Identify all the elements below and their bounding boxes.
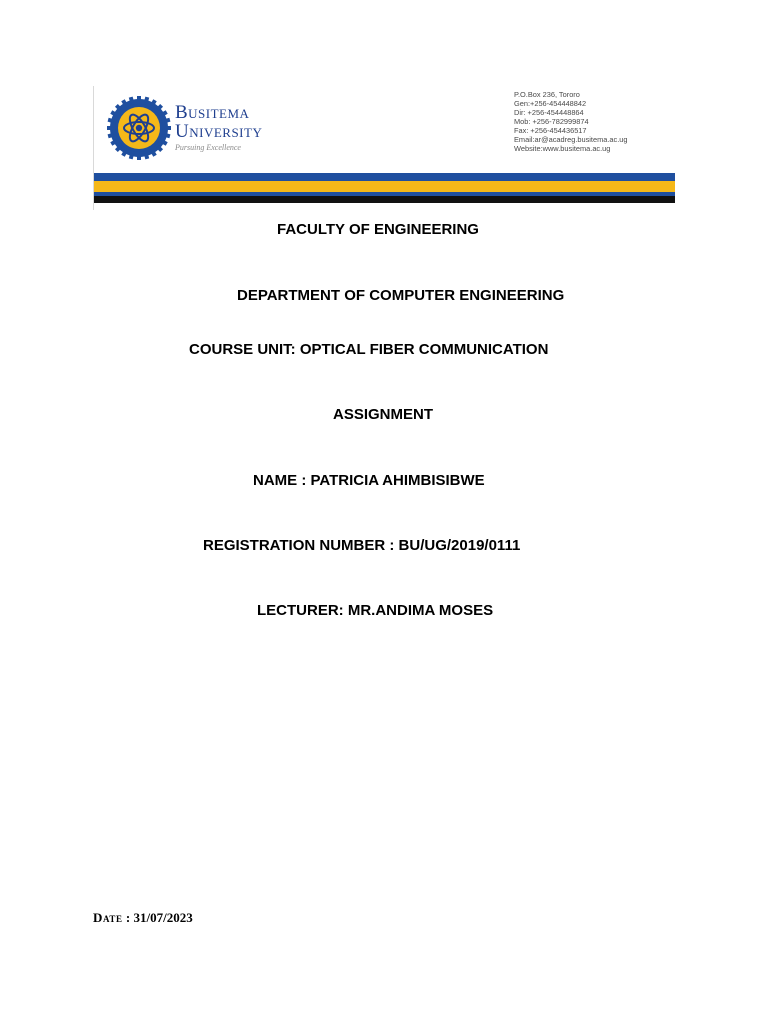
registration-number: REGISTRATION NUMBER : BU/UG/2019/0111 (203, 537, 521, 554)
course-unit-heading: COURSE UNIT: OPTICAL FIBER COMMUNICATION (189, 341, 549, 358)
submission-date (93, 910, 193, 926)
contact-direct-phone: Dir: +256-454448864 (514, 108, 584, 117)
contact-email: Email:ar@acadreg.busitema.ac.ug (514, 135, 628, 144)
faculty-heading: FACULTY OF ENGINEERING (277, 221, 479, 238)
university-tagline: Pursuing Excellence (175, 143, 241, 152)
date-value: : 31/07/2023 (122, 910, 193, 925)
letterhead (93, 86, 675, 210)
contact-block (514, 90, 628, 153)
brand-block (175, 103, 262, 152)
contact-general-phone: Gen:+256-454448842 (514, 99, 587, 108)
contact-fax: Fax: +256-454436517 (514, 126, 587, 135)
header-band-blue-top (94, 173, 675, 181)
department-heading: DEPARTMENT OF COMPUTER ENGINEERING (237, 287, 565, 304)
university-name-line2: University (175, 121, 263, 142)
header-band-yellow (94, 181, 675, 192)
contact-address: P.O.Box 236, Tororo (514, 90, 580, 99)
contact-website: Website:www.busitema.ac.ug (514, 144, 611, 153)
university-name-line1: Busitema (175, 102, 250, 123)
university-logo-icon (107, 96, 171, 160)
date-label: Date (93, 910, 123, 925)
student-name: NAME : PATRICIA AHIMBISIBWE (253, 472, 485, 489)
contact-mobile: Mob: +256-782999874 (514, 117, 589, 126)
assignment-heading: ASSIGNMENT (333, 406, 434, 423)
lecturer-name: LECTURER: MR.ANDIMA MOSES (257, 602, 494, 619)
header-band-black (94, 196, 675, 203)
